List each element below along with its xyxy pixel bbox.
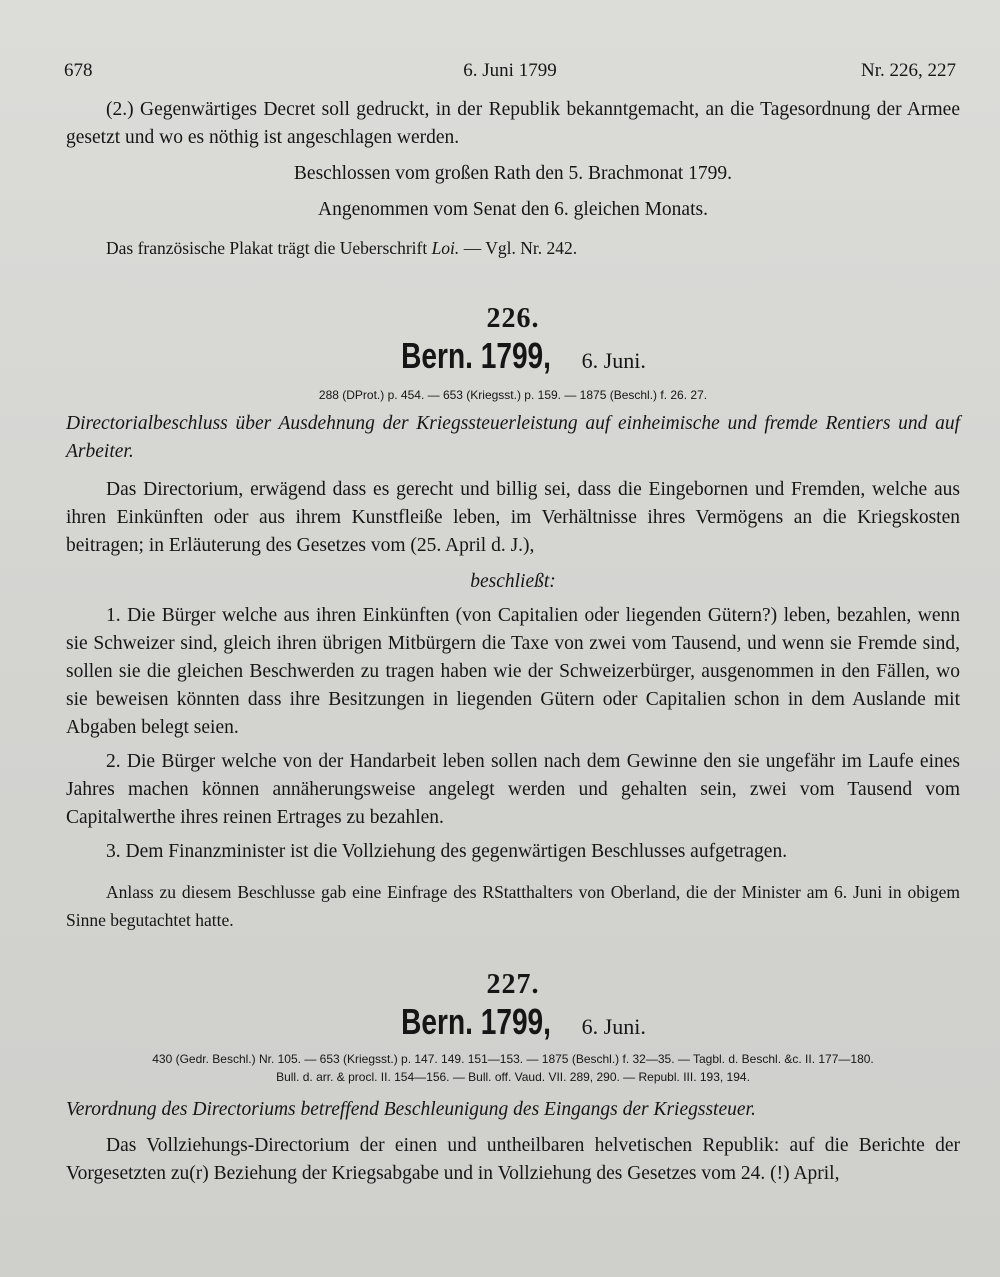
doc-226-resolves: beschließt: bbox=[470, 571, 556, 592]
doc-227-text: Das Vollziehungs-Directorium der einen und untheilbaren helvetischen Republik: auf die Berichte der Vorgesetzten zu(r) Beziehung der Kriegsabgabe und in Vollziehung des Gesetzes vom 24. (!) April, bbox=[66, 1135, 960, 1184]
doc-226-item-2: 2. Die Bürger welche von der Handarbeit leben sollen nach dem Gewinne den sie ungefähr im Laufe eines Jahres machen können annäherungsweise angelegt werden und gehalten sein, zwei vom Tausend vom Capitalwerthe ihres reinen Ertrages zu bezahlen. bbox=[66, 751, 960, 828]
decree-paragraph: (2.) Gegenwärtiges Decret soll gedruckt, in der Republik bekanntgemacht, an die Tagesordnung der Armee gesetzt und wo es nöthig ist angeschlagen werden. bbox=[66, 99, 960, 148]
doc-226-item-3: 3. Dem Finanzminister ist die Vollziehung des gegenwärtigen Beschlusses aufgetragen. bbox=[106, 841, 788, 862]
resolved-line: Beschlossen vom großen Rath den 5. Brachmonat 1799. bbox=[293, 163, 733, 184]
doc-227-heading: Verordnung des Directoriums betreffend Beschleunigung des Eingangs der Kriegssteuer. bbox=[66, 1099, 756, 1120]
doc-227-sources-line-1: 430 (Gedr. Beschl.) Nr. 105. — 653 (Kriegsst.) p. 147. 149. 151—153. — 1875 (Beschl.) f. 32—35. — Tagbl. d. Beschl. &c. II. 177—180. bbox=[152, 1052, 874, 1066]
page-body bbox=[66, 96, 960, 1188]
doc-226-number: 226. bbox=[486, 303, 540, 334]
doc-227-place: Bern. 1799, bbox=[401, 1001, 552, 1042]
doc-226-note: Anlass zu diesem Beschlusse gab eine Einfrage des RStatthalters von Oberland, die der Minister am 6. Juni in obigem Sinne begutachtet hatte. bbox=[66, 882, 960, 930]
poster-note-prefix: Das französische Plakat trägt die Ueberschrift bbox=[106, 238, 432, 258]
doc-226-place: Bern. 1799, bbox=[401, 335, 552, 376]
accepted-line: Angenommen vom Senat den 6. gleichen Monats. bbox=[318, 199, 708, 220]
doc-227-dateline bbox=[66, 1001, 960, 1042]
running-header bbox=[64, 60, 956, 88]
header-numbers: Nr. 226, 227 bbox=[861, 60, 956, 81]
poster-note bbox=[66, 234, 960, 262]
doc-226-date: 6. Juni. bbox=[581, 348, 646, 373]
doc-226-heading: Directorialbeschluss über Ausdehnung der Kriegssteuerleistung auf einheimische und fremde Rentiers und auf Arbeiter. bbox=[66, 413, 960, 462]
poster-note-title: Loi. bbox=[431, 238, 460, 258]
page-number: 678 bbox=[64, 60, 93, 81]
doc-227-date: 6. Juni. bbox=[581, 1014, 646, 1039]
poster-note-suffix: — Vgl. Nr. 242. bbox=[459, 238, 578, 258]
header-date: 6. Juni 1799 bbox=[463, 60, 557, 81]
doc-226-item-1: 1. Die Bürger welche aus ihren Einkünften (von Capitalien oder liegenden Gütern?) leben, bezahlen, wenn sie Schweizer sind, gleich ihren übrigen Mitbürgern die Taxe von zwei vom Tausend, und wenn sie Fremde sind, sollen sie die gleichen Beschwerden zu tragen haben wie der Schweizerbürger, ausgenommen in den Fällen, wo sie beweisen könnten dass ihre Besitzungen in liegenden Gütern oder Capitalien schon in dem Auslande mit Abgaben belegt seien. bbox=[66, 605, 960, 738]
doc-226-sources: 288 (DProt.) p. 454. — 653 (Kriegsst.) p. 159. — 1875 (Beschl.) f. 26. 27. bbox=[318, 388, 708, 402]
doc-226-dateline bbox=[66, 335, 960, 376]
doc-226-preamble: Das Directorium, erwägend dass es gerecht und billig sei, dass die Eingebornen und Fremden, welche aus ihren Einkünften oder aus ihrem Kunstfleiße leben, im Verhältnisse ihres Vermögens an die Kriegskosten beitragen; in Erläuterung des Gesetzes vom (25. April d. J.), bbox=[66, 479, 960, 556]
doc-227-number: 227. bbox=[486, 969, 540, 1000]
doc-227-sources-line-2: Bull. d. arr. & procl. II. 154—156. — Bull. off. Vaud. VII. 289, 290. — Republ. III. 193, 194. bbox=[276, 1070, 750, 1084]
